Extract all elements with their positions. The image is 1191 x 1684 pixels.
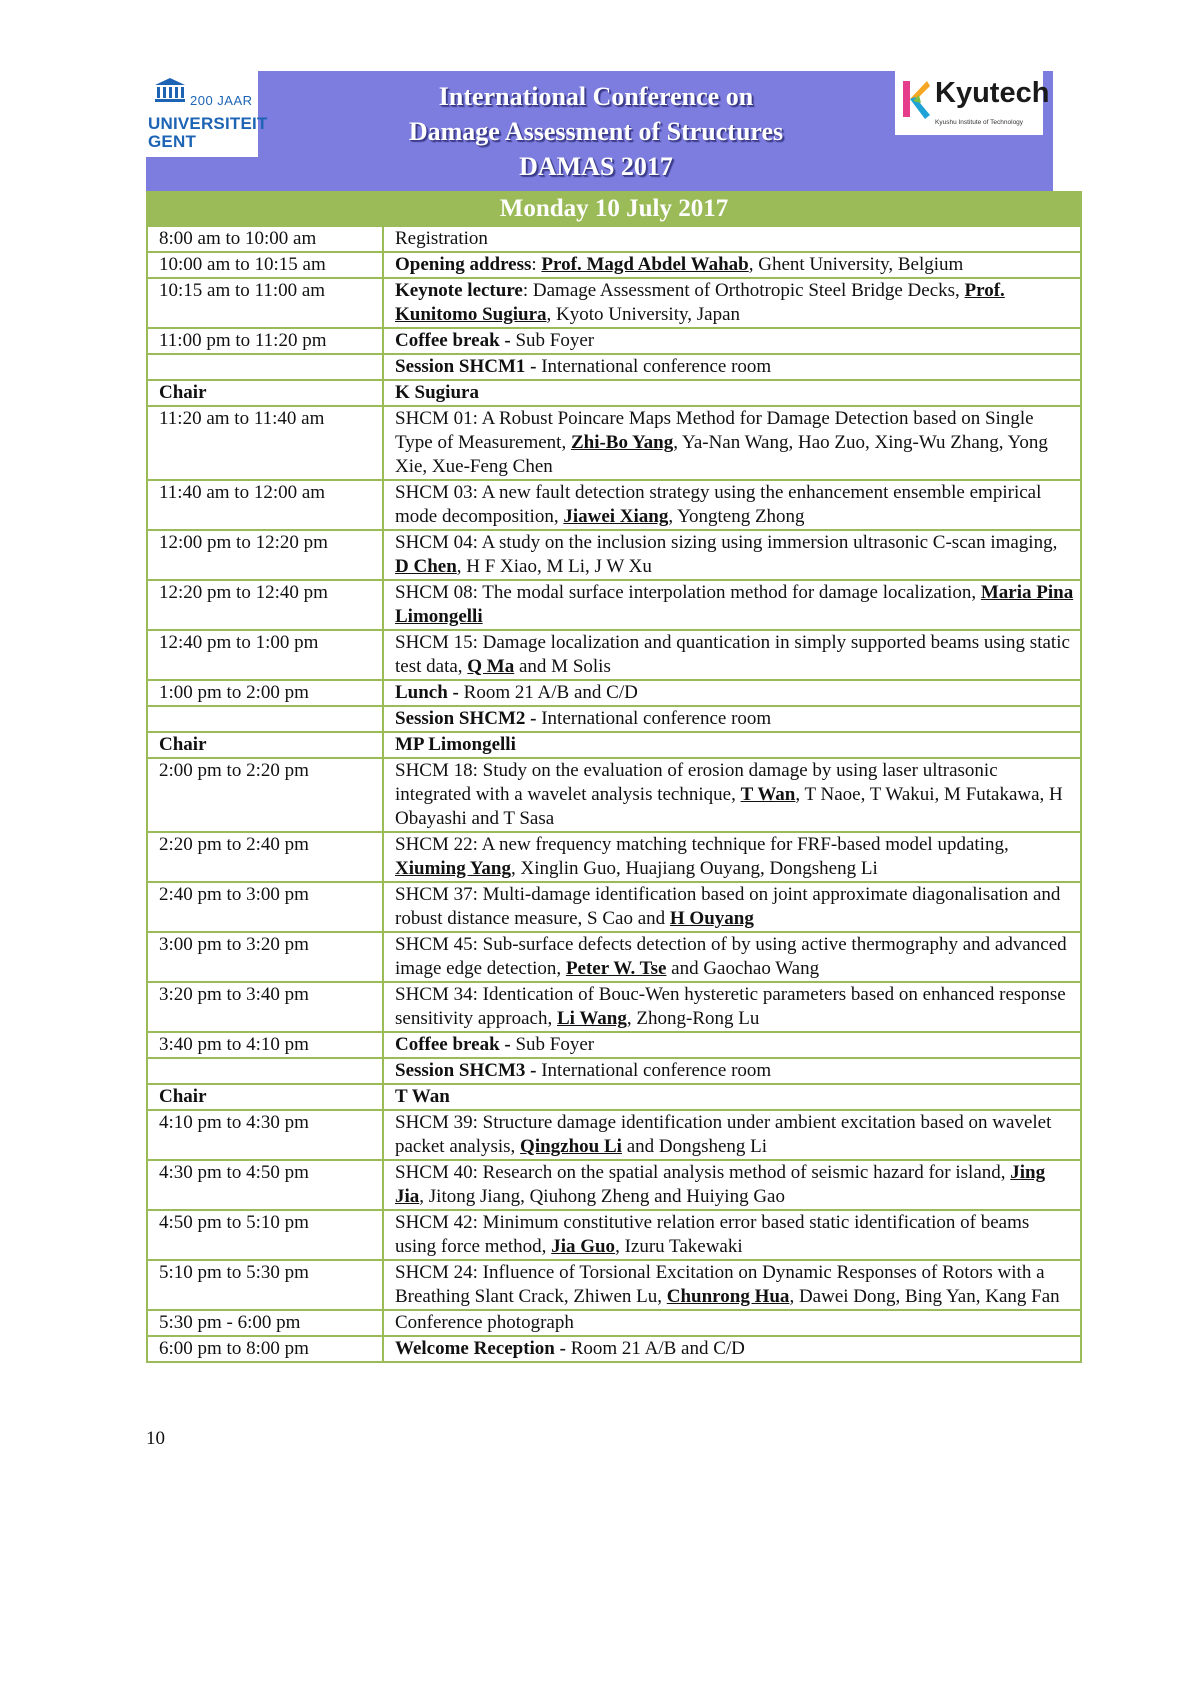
schedule-row [147, 1310, 1081, 1336]
schedule-time: 12:20 pm to 12:40 pm [147, 580, 383, 630]
schedule-presenter: T Wan [740, 784, 796, 805]
schedule-time: 11:00 pm to 11:20 pm [147, 328, 383, 354]
schedule-row [147, 328, 1081, 354]
schedule-description [383, 1084, 1081, 1110]
schedule-label: Coffee break - [395, 330, 511, 351]
conference-title-line3: DAMAS 2017 [519, 152, 673, 181]
schedule-row [147, 832, 1081, 882]
schedule-row [147, 278, 1081, 328]
schedule-description [383, 1110, 1081, 1160]
schedule-presenter: Prof. Kunitomo Sugiura [395, 280, 1005, 325]
schedule-rest: , Ghent University, Belgium [748, 254, 964, 275]
kyutech-logo-subtitle: Kyushu Institute of Technology [935, 119, 1024, 126]
schedule-time: 12:40 pm to 1:00 pm [147, 630, 383, 680]
ugent-logo-name-line1: UNIVERSITEIT [148, 114, 268, 133]
schedule-time: 4:30 pm to 4:50 pm [147, 1160, 383, 1210]
schedule-rest: and M Solis [514, 656, 611, 677]
schedule-rest: , Izuru Takewaki [615, 1236, 743, 1257]
ugent-logo-anniversary: 200 JAAR [190, 93, 253, 108]
schedule-title: SHCM 22: A new frequency matching technique for FRF-based model updating, [395, 834, 1009, 855]
schedule-row [147, 530, 1081, 580]
schedule-title: SHCM 03: A new fault detection strategy using the enhancement ensemble empirical mode decomposition, [395, 482, 1042, 527]
schedule-description [383, 380, 1081, 406]
schedule-description [383, 732, 1081, 758]
schedule-row [147, 932, 1081, 982]
schedule-description [383, 1310, 1081, 1336]
schedule-time: 3:20 pm to 3:40 pm [147, 982, 383, 1032]
ugent-logo [146, 71, 268, 157]
schedule-time: 5:30 pm - 6:00 pm [147, 1310, 383, 1336]
schedule-time: Chair [147, 732, 383, 758]
schedule-rest: Room 21 A/B and C/D [458, 682, 638, 703]
schedule-time: 8:00 am to 10:00 am [147, 226, 383, 252]
schedule-description [383, 1260, 1081, 1310]
schedule-description [383, 1032, 1081, 1058]
schedule-description [383, 354, 1081, 380]
schedule-presenter: Xiuming Yang [395, 858, 511, 879]
schedule-time: 3:40 pm to 4:10 pm [147, 1032, 383, 1058]
schedule-time: 1:00 pm to 2:00 pm [147, 680, 383, 706]
schedule-rest: , Kyoto University, Japan [546, 304, 741, 325]
schedule-label: Session SHCM3 - [395, 1060, 537, 1081]
schedule-presenter: Jiawei Xiang [563, 506, 669, 527]
schedule-label: Session SHCM2 - [395, 708, 537, 729]
schedule-label: T Wan [395, 1086, 450, 1107]
schedule-row [147, 630, 1081, 680]
schedule-description [383, 406, 1081, 480]
schedule-rest: and Dongsheng Li [621, 1136, 768, 1157]
schedule-rest: , H F Xiao, M Li, J W Xu [456, 556, 652, 577]
schedule-time: Chair [147, 380, 383, 406]
schedule-row [147, 732, 1081, 758]
schedule-description [383, 1058, 1081, 1084]
schedule-label: K Sugiura [395, 382, 479, 403]
schedule-row [147, 1084, 1081, 1110]
schedule-label: Welcome Reception - [395, 1338, 566, 1359]
schedule-description [383, 328, 1081, 354]
schedule-description [383, 706, 1081, 732]
schedule-description [383, 1160, 1081, 1210]
schedule-row [147, 1058, 1081, 1084]
schedule-description [383, 1336, 1081, 1362]
schedule-description [383, 252, 1081, 278]
schedule-rest: , Dawei Dong, Bing Yan, Kang Fan [789, 1286, 1060, 1307]
schedule-description [383, 226, 1081, 252]
schedule-row [147, 1336, 1081, 1362]
schedule-description [383, 480, 1081, 530]
schedule-time: 2:40 pm to 3:00 pm [147, 882, 383, 932]
schedule-time: 6:00 pm to 8:00 pm [147, 1336, 383, 1362]
schedule-time: 2:20 pm to 2:40 pm [147, 832, 383, 882]
schedule-row [147, 680, 1081, 706]
schedule-row [147, 1160, 1081, 1210]
schedule-time: Chair [147, 1084, 383, 1110]
schedule-rest: Sub Foyer [510, 330, 595, 351]
schedule-description [383, 932, 1081, 982]
schedule-presenter: Chunrong Hua [666, 1286, 790, 1307]
schedule-separator: : [531, 254, 542, 275]
schedule-presenter: Q Ma [467, 656, 515, 677]
schedule-table [146, 191, 1082, 1363]
schedule-rest: Room 21 A/B and C/D [565, 1338, 745, 1359]
schedule-title: SHCM 39: Structure damage identification under ambient excitation based on wavelet packet analysis, [395, 1112, 1052, 1157]
schedule-rest: , Zhong-Rong Lu [626, 1008, 760, 1029]
schedule-rest: , Ya-Nan Wang, Hao Zuo, Xing-Wu Zhang, Yong Xie, Xue-Feng Chen [395, 432, 1048, 477]
schedule-time: 10:15 am to 11:00 am [147, 278, 383, 328]
day-title: Monday 10 July 2017 [147, 192, 1081, 226]
schedule-time: 3:00 pm to 3:20 pm [147, 932, 383, 982]
schedule-presenter: Peter W. Tse [565, 958, 667, 979]
ugent-logo-name-line2: GENT [148, 132, 197, 151]
schedule-presenter: D Chen [395, 556, 457, 577]
schedule-label: Lunch - [395, 682, 459, 703]
schedule-presenter: H Ouyang [669, 908, 754, 929]
schedule-separator: : [522, 280, 533, 301]
schedule-time: 11:20 am to 11:40 am [147, 406, 383, 480]
schedule-body [147, 226, 1081, 1362]
schedule-description [383, 982, 1081, 1032]
schedule-rest: International conference room [536, 356, 772, 377]
schedule-label: Keynote lecture [395, 280, 523, 301]
schedule-rest: International conference room [536, 1060, 772, 1081]
schedule-presenter: Prof. Magd Abdel Wahab [541, 254, 749, 275]
schedule-description [383, 680, 1081, 706]
schedule-title: SHCM 45: Sub-surface defects detection of by using active thermography and advanced image edge detection, [395, 934, 1067, 979]
schedule-row [147, 758, 1081, 832]
schedule-description [383, 882, 1081, 932]
schedule-label: Session SHCM1 - [395, 356, 537, 377]
schedule-title: Damage Assessment of Orthotropic Steel Bridge Decks, [532, 280, 965, 301]
schedule-title: SHCM 04: A study on the inclusion sizing using immersion ultrasonic C-scan imaging, [395, 532, 1058, 553]
schedule-row [147, 882, 1081, 932]
schedule-time: 2:00 pm to 2:20 pm [147, 758, 383, 832]
ugent-logo-name [148, 115, 268, 151]
schedule-row [147, 982, 1081, 1032]
schedule-title: SHCM 42: Minimum constitutive relation error based static identification of beams using force method, [395, 1212, 1030, 1257]
schedule-description [383, 278, 1081, 328]
schedule-row [147, 226, 1081, 252]
schedule-time: 4:50 pm to 5:10 pm [147, 1210, 383, 1260]
day-header-row [147, 192, 1081, 226]
schedule-title: SHCM 15: Damage localization and quantication in simply supported beams using static test data, [395, 632, 1070, 677]
schedule-time: 12:00 pm to 12:20 pm [147, 530, 383, 580]
schedule-row [147, 354, 1081, 380]
kyutech-logo-name: Kyutech [935, 77, 1050, 109]
schedule-time: 5:10 pm to 5:30 pm [147, 1260, 383, 1310]
kyutech-logo [895, 71, 1050, 135]
schedule-text: Registration [395, 228, 488, 249]
ugent-building-icon [154, 77, 186, 103]
schedule-presenter: Li Wang [557, 1008, 627, 1029]
schedule-presenter: Jia Guo [551, 1236, 616, 1257]
schedule-title: SHCM 24: Influence of Torsional Excitation on Dynamic Responses of Rotors with a Breathing Slant Crack, Zhiwen Lu, [395, 1262, 1045, 1307]
schedule-presenter: Jing Jia [395, 1162, 1046, 1207]
schedule-title: SHCM 34: Identication of Bouc-Wen hysteretic parameters based on enhanced response sensitivity approach, [395, 984, 1066, 1029]
schedule-presenter: Maria Pina Limongelli [395, 582, 1074, 627]
conference-banner [146, 71, 1053, 191]
schedule-rest: , Xinglin Guo, Huajiang Ouyang, Dongsheng Li [510, 858, 878, 879]
schedule-description [383, 630, 1081, 680]
schedule-title: SHCM 18: Study on the evaluation of erosion damage by using laser ultrasonic integrated with a wavelet analysis technique, [395, 760, 998, 805]
schedule-row [147, 406, 1081, 480]
schedule-title: SHCM 40: Research on the spatial analysis method of seismic hazard for island, [395, 1162, 1011, 1183]
schedule-time: 11:40 am to 12:00 am [147, 480, 383, 530]
schedule-rest: , Jitong Jiang, Qiuhong Zheng and Huiying Gao [419, 1186, 785, 1207]
schedule-rest: , Yongteng Zhong [668, 506, 805, 527]
schedule-title: SHCM 01: A Robust Poincare Maps Method for Damage Detection based on Single Type of Measurement, [395, 408, 1034, 453]
schedule-rest: Sub Foyer [510, 1034, 595, 1055]
schedule-description [383, 530, 1081, 580]
schedule-row [147, 706, 1081, 732]
schedule-row [147, 1110, 1081, 1160]
schedule-row [147, 1032, 1081, 1058]
schedule-label: Coffee break - [395, 1034, 511, 1055]
schedule-row [147, 1260, 1081, 1310]
schedule-time [147, 354, 383, 380]
kyutech-k-mark-icon [901, 77, 931, 121]
schedule-description [383, 758, 1081, 832]
schedule-rest: and Gaochao Wang [666, 958, 820, 979]
schedule-rest: , T Naoe, T Wakui, M Futakawa, H Obayashi and T Sasa [395, 784, 1063, 829]
schedule-row [147, 380, 1081, 406]
schedule-row [147, 480, 1081, 530]
schedule-label: Opening address [395, 254, 532, 275]
schedule-presenter: Zhi-Bo Yang [570, 432, 674, 453]
conference-title [316, 79, 876, 184]
schedule-title: SHCM 08: The modal surface interpolation method for damage localization, [395, 582, 981, 603]
schedule-time [147, 1058, 383, 1084]
schedule-text: Conference photograph [395, 1312, 574, 1333]
schedule-time: 10:00 am to 10:15 am [147, 252, 383, 278]
schedule-time [147, 706, 383, 732]
schedule-row [147, 1210, 1081, 1260]
page-number: 10 [146, 1428, 165, 1449]
schedule-row [147, 580, 1081, 630]
schedule-label: MP Limongelli [395, 734, 516, 755]
schedule-description [383, 580, 1081, 630]
conference-title-line2: Damage Assessment of Structures [408, 117, 784, 146]
schedule-time: 4:10 pm to 4:30 pm [147, 1110, 383, 1160]
conference-title-line1: International Conference on [438, 82, 754, 111]
schedule-description [383, 1210, 1081, 1260]
schedule-title: SHCM 37: Multi-damage identification based on joint approximate diagonalisation and robust distance measure, S Cao and [395, 884, 1061, 929]
schedule-description [383, 832, 1081, 882]
schedule-rest: International conference room [536, 708, 772, 729]
schedule-presenter: Qingzhou Li [520, 1136, 622, 1157]
schedule-row [147, 252, 1081, 278]
